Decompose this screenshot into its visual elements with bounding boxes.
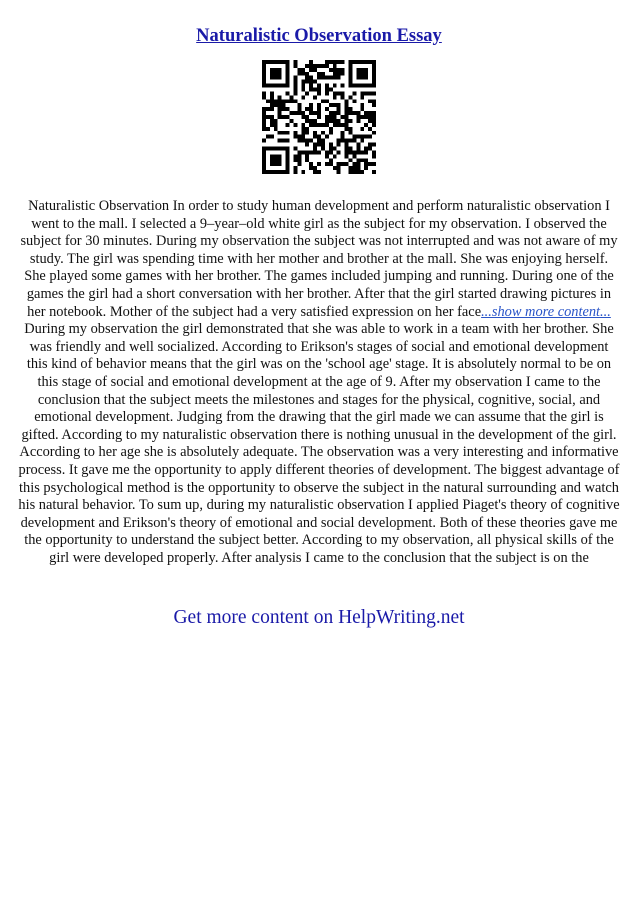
paragraph-1-text: Naturalistic Observation In order to study human development and perform naturalistic observation I went to the mall. I selected a 9–year–old white girl as the subject for my observation. I observed the subject for 30 minutes. During my observation the subject was not interrupted and was not aware of my study. The girl was spending time with her mother and brother at the mall. She was enjoying herself. She played some games with her brother. The games included jumping and running. During one of the games the girl had a short conversation with her brother. After that the girl started drawing pictures in her notebook. Mother of the subject had a very satisfied expression on her face [20,198,618,320]
essay-paragraph-2: During my observation the girl demonstrated that she was able to work in a team with her brother. She was friendly and well socialized. According to Erikson's stages of social and emotional development this kind of behavior means that the girl was on the 'school age' stage. It is absolutely normal to be on this stage of social and emotional development at the age of 9. After my observation I came to the conclusion that the subject meets the milestones and stages for the physical, cognitive, social, and emotional development. Judging from the drawing that the girl made we can assume that the girl is gifted. According to my naturalistic observation there is nothing unusual in the development of the girl. According to her age she is absolutely adequate. The observation was a very interesting and informative process. It gave me the opportunity to apply different theories of development. The biggest advantage of this psychological method is the opportunity to observe the subject in the natural surrounding and watch his natural behavior. To sum up, during my naturalistic observation I applied Piaget's theory of cognitive development and Erikson's theory of emotional and social development. Both of these theories gave me the opportunity to understand the subject better. According to my observation, all physical skills of the girl were developed properly. After analysis I came to the conclusion that the subject is on the [18,321,620,566]
qr-code [262,60,376,174]
page-title[interactable]: Naturalistic Observation Essay [196,26,442,46]
essay-paragraph-1 [18,198,620,321]
essay-body [18,198,620,567]
helpwriting-link[interactable]: Get more content on HelpWriting.net [173,607,465,628]
show-more-link[interactable]: ...show more content... [481,303,611,320]
